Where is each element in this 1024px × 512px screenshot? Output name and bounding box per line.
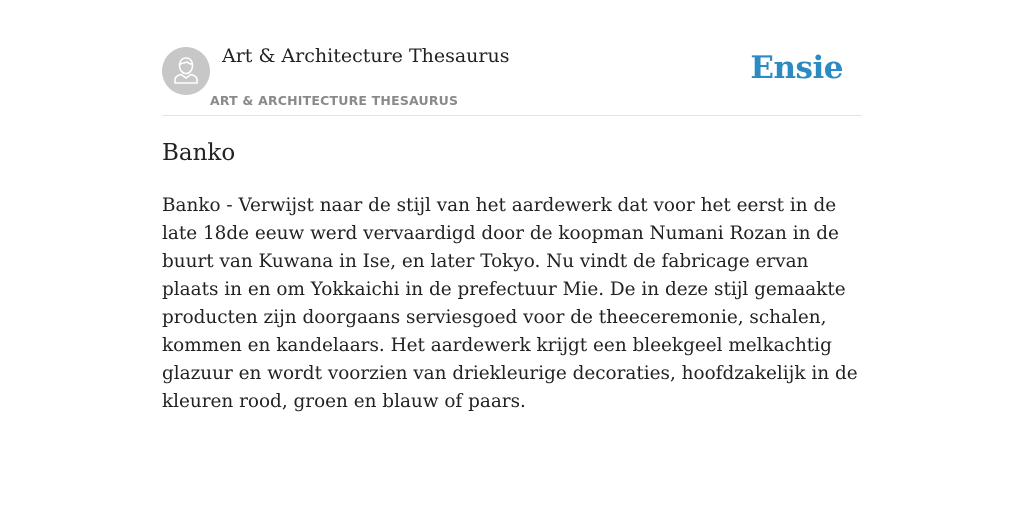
entry-term: Banko bbox=[162, 140, 236, 166]
entry-definition: Banko - Verwijst naar de stijl van het aardewerk dat voor het eerst in de late 18de eeuw werd vervaardigd door de koopman Numani Rozan in de buurt van Kuwana in Ise, en later Tokyo. Nu vindt de fabricage ervan plaats in en om Yokkaichi in de prefectuur Mie. De in deze stijl gemaakte producten zijn doorgaans serviesgoed voor de theeceremonie, schalen, kommen en kandelaars. Het aardewerk krijgt een bleekgeel melkachtig glazuur en wordt voorzien van driekleurige decoraties, hoofdzakelijk in de kleuren rood, groen en blauw of paars. bbox=[162, 195, 858, 412]
brand-logo[interactable]: Ensie bbox=[750, 50, 843, 86]
definition-card bbox=[162, 0, 862, 412]
source-header bbox=[162, 0, 862, 116]
source-subtitle[interactable]: ART & ARCHITECTURE THESAURUS bbox=[210, 93, 459, 108]
user-icon bbox=[162, 47, 210, 95]
source-avatar[interactable] bbox=[162, 47, 210, 95]
source-title[interactable]: Art & Architecture Thesaurus bbox=[222, 45, 510, 67]
